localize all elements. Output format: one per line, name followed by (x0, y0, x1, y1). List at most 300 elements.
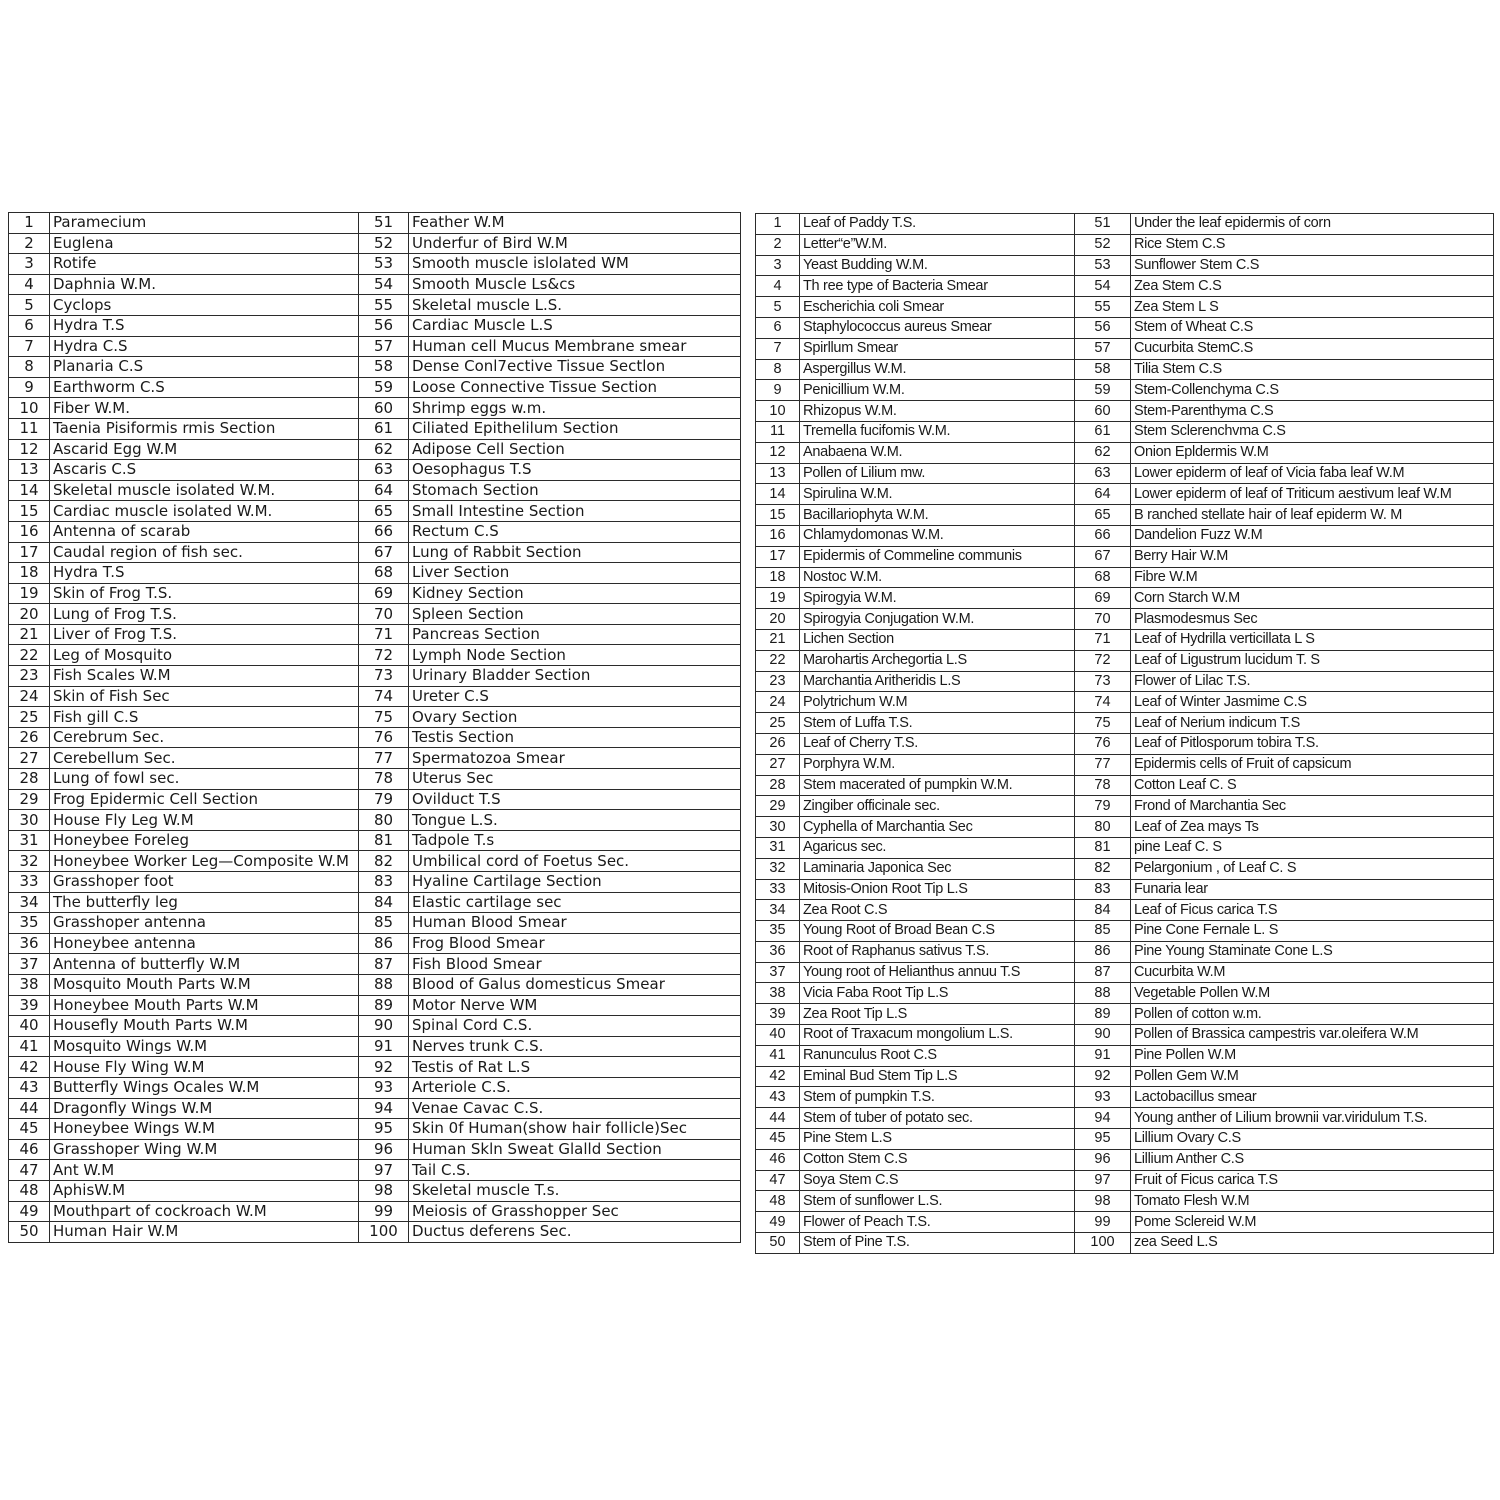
slide-name: Spirogyia Conjugation W.M. (800, 609, 1075, 630)
table-row (756, 214, 1494, 235)
table-row (9, 769, 741, 790)
slide-number: 18 (756, 567, 800, 588)
slide-name: Onion Epldermis W.M (1131, 442, 1494, 463)
table-row (9, 1160, 741, 1181)
slide-number: 30 (756, 817, 800, 838)
slide-number: 98 (359, 1180, 409, 1201)
table-row (756, 629, 1494, 650)
slide-number: 22 (9, 645, 50, 666)
slide-number: 71 (359, 624, 409, 645)
slide-number: 42 (756, 1066, 800, 1087)
table-row (756, 692, 1494, 713)
botany-slide-table-body (756, 214, 1494, 1254)
table-row (756, 442, 1494, 463)
slide-name: Stem of pumpkin T.S. (800, 1087, 1075, 1108)
slide-number: 13 (9, 460, 50, 481)
slide-number: 5 (756, 297, 800, 318)
slide-name: Pine Cone Fernale L. S (1131, 921, 1494, 942)
slide-number: 68 (1075, 567, 1131, 588)
table-row (9, 707, 741, 728)
slide-name: Ascarid Egg W.M (50, 439, 359, 460)
slide-number: 57 (1075, 338, 1131, 359)
slide-name: Stem of Pine T.S. (800, 1233, 1075, 1254)
table-row (9, 1077, 741, 1098)
slide-name: Pine Stem L.S (800, 1129, 1075, 1150)
slide-number: 26 (9, 727, 50, 748)
slide-name: Tail C.S. (409, 1160, 741, 1181)
slide-name: Pelargonium , of Leaf C. S (1131, 858, 1494, 879)
slide-number: 78 (359, 769, 409, 790)
slide-number: 2 (756, 234, 800, 255)
slide-name: Mouthpart of cockroach W.M (50, 1201, 359, 1222)
slide-name: pine Leaf C. S (1131, 837, 1494, 858)
table-row (9, 748, 741, 769)
slide-number: 83 (359, 872, 409, 893)
table-row (9, 666, 741, 687)
slide-number: 61 (359, 418, 409, 439)
slide-name: Ciliated Epithelilum Section (409, 418, 741, 439)
slide-name: Cyphella of Marchantia Sec (800, 817, 1075, 838)
slide-number: 39 (9, 995, 50, 1016)
table-row (9, 563, 741, 584)
slide-name: Human Skln Sweat Glalld Section (409, 1139, 741, 1160)
slide-number: 63 (1075, 463, 1131, 484)
slide-number: 9 (756, 380, 800, 401)
slide-name: Under the leaf epidermis of corn (1131, 214, 1494, 235)
slide-number: 45 (756, 1129, 800, 1150)
slide-name: Corn Starch W.M (1131, 588, 1494, 609)
slide-number: 65 (1075, 505, 1131, 526)
slide-number: 34 (9, 892, 50, 913)
slide-number: 28 (756, 775, 800, 796)
table-row (9, 1098, 741, 1119)
slide-number: 76 (359, 727, 409, 748)
table-row (756, 1212, 1494, 1233)
slide-name: Cerebrum Sec. (50, 727, 359, 748)
slide-number: 62 (1075, 442, 1131, 463)
slide-number: 66 (1075, 525, 1131, 546)
table-row (756, 359, 1494, 380)
slide-number: 22 (756, 650, 800, 671)
slide-number: 8 (756, 359, 800, 380)
slide-number: 80 (1075, 817, 1131, 838)
slide-number: 13 (756, 463, 800, 484)
slide-name: Small Intestine Section (409, 501, 741, 522)
slide-number: 69 (1075, 588, 1131, 609)
slide-name: Honeybee Worker Leg—Composite W.M (50, 851, 359, 872)
slide-name: Ant W.M (50, 1160, 359, 1181)
table-row (9, 727, 741, 748)
slide-name: Vicia Faba Root Tip L.S (800, 983, 1075, 1004)
slide-number: 90 (1075, 1025, 1131, 1046)
slide-name: Zingiber officinale sec. (800, 796, 1075, 817)
slide-number: 89 (1075, 1004, 1131, 1025)
slide-number: 52 (359, 233, 409, 254)
slide-name: Lymph Node Section (409, 645, 741, 666)
slide-name: Spinal Cord C.S. (409, 1016, 741, 1037)
slide-number: 44 (9, 1098, 50, 1119)
slide-name: Testis of Rat L.S (409, 1057, 741, 1078)
table-row (756, 463, 1494, 484)
slide-name: AphisW.M (50, 1180, 359, 1201)
slide-number: 36 (756, 941, 800, 962)
slide-name: Stem Sclerenchvma C.S (1131, 421, 1494, 442)
slide-number: 32 (9, 851, 50, 872)
table-row (9, 542, 741, 563)
slide-number: 82 (1075, 858, 1131, 879)
slide-number: 27 (756, 754, 800, 775)
slide-name: Root of Raphanus sativus T.S. (800, 941, 1075, 962)
slide-number: 59 (1075, 380, 1131, 401)
slide-name: Umbilical cord of Foetus Sec. (409, 851, 741, 872)
slide-number: 62 (359, 439, 409, 460)
table-row (9, 480, 741, 501)
slide-name: Ovilduct T.S (409, 789, 741, 810)
table-row (756, 1087, 1494, 1108)
slide-name: Young Root of Broad Bean C.S (800, 921, 1075, 942)
slide-name: Caudal region of fish sec. (50, 542, 359, 563)
slide-number: 77 (1075, 754, 1131, 775)
slide-name: Ductus deferens Sec. (409, 1222, 741, 1243)
slide-name: Blood of Galus domesticus Smear (409, 974, 741, 995)
slide-name: Stem of tuber of potato sec. (800, 1108, 1075, 1129)
slide-name: Arteriole C.S. (409, 1077, 741, 1098)
slide-number: 71 (1075, 629, 1131, 650)
table-row (756, 297, 1494, 318)
slide-number: 96 (359, 1139, 409, 1160)
slide-number: 63 (359, 460, 409, 481)
slide-number: 59 (359, 377, 409, 398)
slide-name: Butterfly Wings Ocales W.M (50, 1077, 359, 1098)
slide-number: 89 (359, 995, 409, 1016)
slide-name: Spermatozoa Smear (409, 748, 741, 769)
slide-name: Mitosis-Onion Root Tip L.S (800, 879, 1075, 900)
slide-number: 3 (9, 254, 50, 275)
slide-number: 75 (1075, 713, 1131, 734)
slide-number: 60 (359, 398, 409, 419)
slide-number: 73 (359, 666, 409, 687)
slide-number: 40 (756, 1025, 800, 1046)
table-row (9, 377, 741, 398)
slide-number: 32 (756, 858, 800, 879)
slide-name: Vegetable Pollen W.M (1131, 983, 1494, 1004)
slide-name: Pine Pollen W.M (1131, 1045, 1494, 1066)
slide-name: House Fly Wing W.M (50, 1057, 359, 1078)
slide-number: 80 (359, 810, 409, 831)
slide-number: 72 (359, 645, 409, 666)
slide-number: 81 (359, 830, 409, 851)
slide-name: Daphnia W.M. (50, 274, 359, 295)
table-row (9, 418, 741, 439)
slide-name: Young root of Helianthus annuu T.S (800, 962, 1075, 983)
slide-number: 100 (359, 1222, 409, 1243)
slide-number: 29 (9, 789, 50, 810)
slide-name: Stem-Collenchyma C.S (1131, 380, 1494, 401)
table-row (756, 650, 1494, 671)
slide-number: 7 (9, 336, 50, 357)
slide-name: Stem of sunflower L.S. (800, 1191, 1075, 1212)
slide-number: 98 (1075, 1191, 1131, 1212)
slide-name: Plasmodesmus Sec (1131, 609, 1494, 630)
slide-number: 37 (756, 962, 800, 983)
slide-name: Lillium Anther C.S (1131, 1149, 1494, 1170)
slide-name: Tomato Flesh W.M (1131, 1191, 1494, 1212)
slide-number: 54 (1075, 276, 1131, 297)
slide-name: Underfur of Bird W.M (409, 233, 741, 254)
slide-number: 8 (9, 357, 50, 378)
slide-name: Agaricus sec. (800, 837, 1075, 858)
slide-name: Leaf of Winter Jasmime C.S (1131, 692, 1494, 713)
table-row (756, 338, 1494, 359)
slide-number: 61 (1075, 421, 1131, 442)
table-row (756, 1129, 1494, 1150)
slide-name: zea Seed L.S (1131, 1233, 1494, 1254)
slide-name: Mosquito Wings W.M (50, 1036, 359, 1057)
slide-name: Skeletal muscle L.S. (409, 295, 741, 316)
slide-number: 31 (9, 830, 50, 851)
slide-number: 78 (1075, 775, 1131, 796)
slide-name: Zea Root Tip L.S (800, 1004, 1075, 1025)
slide-name: Spirulina W.M. (800, 484, 1075, 505)
slide-name: Leaf of Paddy T.S. (800, 214, 1075, 235)
slide-number: 87 (359, 954, 409, 975)
slide-number: 19 (9, 583, 50, 604)
slide-name: Zea Stem C.S (1131, 276, 1494, 297)
slide-name: Ureter C.S (409, 686, 741, 707)
table-row (756, 1004, 1494, 1025)
slide-number: 72 (1075, 650, 1131, 671)
slide-name: Aspergillus W.M. (800, 359, 1075, 380)
slide-name: Leaf of Nerium indicum T.S (1131, 713, 1494, 734)
slide-number: 51 (359, 213, 409, 234)
slide-name: Lactobacillus smear (1131, 1087, 1494, 1108)
table-row (9, 233, 741, 254)
slide-name: Shrimp eggs w.m. (409, 398, 741, 419)
table-row (756, 983, 1494, 1004)
slide-name: Frog Blood Smear (409, 933, 741, 954)
table-row (9, 892, 741, 913)
table-row (9, 274, 741, 295)
table-row (9, 315, 741, 336)
table-row (756, 567, 1494, 588)
slide-name: Leaf of Zea mays Ts (1131, 817, 1494, 838)
slide-number: 38 (756, 983, 800, 1004)
slide-number: 30 (9, 810, 50, 831)
slide-number: 99 (359, 1201, 409, 1222)
slide-name: Lung of fowl sec. (50, 769, 359, 790)
slide-name: Uterus Sec (409, 769, 741, 790)
slide-number: 23 (9, 666, 50, 687)
slide-name: Pollen Gem W.M (1131, 1066, 1494, 1087)
table-row (9, 810, 741, 831)
botany-slide-table (755, 213, 1494, 1254)
slide-name: Antenna of butterfly W.M (50, 954, 359, 975)
slide-name: Zea Stem L S (1131, 297, 1494, 318)
slide-number: 25 (756, 713, 800, 734)
slide-name: Nostoc W.M. (800, 567, 1075, 588)
slide-number: 39 (756, 1004, 800, 1025)
table-row (756, 1149, 1494, 1170)
table-row (756, 525, 1494, 546)
slide-number: 31 (756, 837, 800, 858)
slide-name: Chlamydomonas W.M. (800, 525, 1075, 546)
table-row (9, 913, 741, 934)
slide-number: 69 (359, 583, 409, 604)
slide-name: Leaf of Cherry T.S. (800, 733, 1075, 754)
table-row (756, 484, 1494, 505)
slide-number: 12 (756, 442, 800, 463)
table-row (9, 521, 741, 542)
slide-number: 45 (9, 1119, 50, 1140)
table-row (756, 879, 1494, 900)
table-row (9, 583, 741, 604)
slide-name: Cyclops (50, 295, 359, 316)
slide-name: Sunflower Stem C.S (1131, 255, 1494, 276)
table-row (9, 995, 741, 1016)
slide-number: 82 (359, 851, 409, 872)
slide-name: Leaf of Hydrilla verticillata L S (1131, 629, 1494, 650)
slide-name: Kidney Section (409, 583, 741, 604)
table-row (756, 1170, 1494, 1191)
slide-name: Tremella fucifomis W.M. (800, 421, 1075, 442)
slide-name: Leaf of Ficus carica T.S (1131, 900, 1494, 921)
slide-name: Berry Hair W.M (1131, 546, 1494, 567)
slide-name: Cucurbita W.M (1131, 962, 1494, 983)
slide-number: 56 (359, 315, 409, 336)
slide-number: 55 (359, 295, 409, 316)
slide-number: 14 (9, 480, 50, 501)
slide-number: 50 (9, 1222, 50, 1243)
slide-name: Spirllum Smear (800, 338, 1075, 359)
slide-number: 42 (9, 1057, 50, 1078)
slide-number: 28 (9, 769, 50, 790)
slide-name: Dandelion Fuzz W.M (1131, 525, 1494, 546)
slide-name: Epidermis of Commeline communis (800, 546, 1075, 567)
slide-number: 25 (9, 707, 50, 728)
table-row (9, 789, 741, 810)
table-row (9, 1222, 741, 1243)
slide-number: 19 (756, 588, 800, 609)
slide-name: Venae Cavac C.S. (409, 1098, 741, 1119)
slide-number: 92 (1075, 1066, 1131, 1087)
slide-name: Skin of Frog T.S. (50, 583, 359, 604)
slide-name: Rotife (50, 254, 359, 275)
slide-name: Skeletal muscle T.s. (409, 1180, 741, 1201)
slide-name: Stem of Wheat C.S (1131, 317, 1494, 338)
slide-number: 36 (9, 933, 50, 954)
slide-number: 67 (359, 542, 409, 563)
table-row (9, 686, 741, 707)
slide-number: 95 (359, 1119, 409, 1140)
slide-name: Grasshoper foot (50, 872, 359, 893)
slide-number: 74 (1075, 692, 1131, 713)
slide-number: 48 (756, 1191, 800, 1212)
table-row (9, 604, 741, 625)
slide-number: 43 (756, 1087, 800, 1108)
table-row (756, 837, 1494, 858)
slide-number: 70 (359, 604, 409, 625)
slide-name: Skeletal muscle isolated W.M. (50, 480, 359, 501)
slide-number: 91 (359, 1036, 409, 1057)
slide-name: Cardiac muscle isolated W.M. (50, 501, 359, 522)
slide-name: Rectum C.S (409, 521, 741, 542)
slide-number: 64 (359, 480, 409, 501)
slide-name: Grasshoper antenna (50, 913, 359, 934)
slide-name: Fibre W.M (1131, 567, 1494, 588)
slide-number: 7 (756, 338, 800, 359)
slide-name: Spleen Section (409, 604, 741, 625)
table-row (756, 317, 1494, 338)
slide-name: Skin of Fish Sec (50, 686, 359, 707)
slide-number: 24 (9, 686, 50, 707)
table-row (9, 1057, 741, 1078)
slide-name: Motor Nerve WM (409, 995, 741, 1016)
slide-number: 1 (756, 214, 800, 235)
table-row (756, 796, 1494, 817)
table-row (756, 941, 1494, 962)
slide-name: Mosquito Mouth Parts W.M (50, 974, 359, 995)
slide-number: 56 (1075, 317, 1131, 338)
slide-number: 74 (359, 686, 409, 707)
slide-name: Eminal Bud Stem Tip L.S (800, 1066, 1075, 1087)
slide-name: Letter“e”W.M. (800, 234, 1075, 255)
slide-name: Pine Young Staminate Cone L.S (1131, 941, 1494, 962)
slide-number: 47 (9, 1160, 50, 1181)
slide-name: Root of Traxacum mongolium L.S. (800, 1025, 1075, 1046)
slide-name: Escherichia coli Smear (800, 297, 1075, 318)
slide-name: Pancreas Section (409, 624, 741, 645)
slide-number: 93 (359, 1077, 409, 1098)
slide-number: 10 (9, 398, 50, 419)
slide-number: 4 (9, 274, 50, 295)
slide-number: 87 (1075, 962, 1131, 983)
slide-name: Zea Root C.S (800, 900, 1075, 921)
slide-name: Bacillariophyta W.M. (800, 505, 1075, 526)
slide-number: 58 (359, 357, 409, 378)
slide-name: Loose Connective Tissue Section (409, 377, 741, 398)
table-row (9, 1036, 741, 1057)
slide-name: Earthworm C.S (50, 377, 359, 398)
slide-name: Liver of Frog T.S. (50, 624, 359, 645)
table-row (756, 962, 1494, 983)
slide-name: Fish Scales W.M (50, 666, 359, 687)
slide-number: 97 (1075, 1170, 1131, 1191)
table-row (756, 858, 1494, 879)
slide-number: 86 (359, 933, 409, 954)
slide-number: 60 (1075, 401, 1131, 422)
slide-name: Spirogyia W.M. (800, 588, 1075, 609)
slide-number: 41 (9, 1036, 50, 1057)
slide-name: Funaria lear (1131, 879, 1494, 900)
table-row (9, 398, 741, 419)
slide-name: Honeybee Wings W.M (50, 1119, 359, 1140)
slide-name: Smooth muscle islolated WM (409, 254, 741, 275)
slide-name: Ranunculus Root C.S (800, 1045, 1075, 1066)
slide-name: Cotton Leaf C. S (1131, 775, 1494, 796)
slide-name: Pollen of cotton w.m. (1131, 1004, 1494, 1025)
slide-number: 21 (9, 624, 50, 645)
slide-number: 58 (1075, 359, 1131, 380)
table-row (756, 609, 1494, 630)
slide-name: Lung of Frog T.S. (50, 604, 359, 625)
slide-number: 10 (756, 401, 800, 422)
slide-number: 44 (756, 1108, 800, 1129)
table-row (756, 900, 1494, 921)
table-row (9, 501, 741, 522)
slide-name: Stomach Section (409, 480, 741, 501)
slide-number: 70 (1075, 609, 1131, 630)
slide-name: Lillium Ovary C.S (1131, 1129, 1494, 1150)
